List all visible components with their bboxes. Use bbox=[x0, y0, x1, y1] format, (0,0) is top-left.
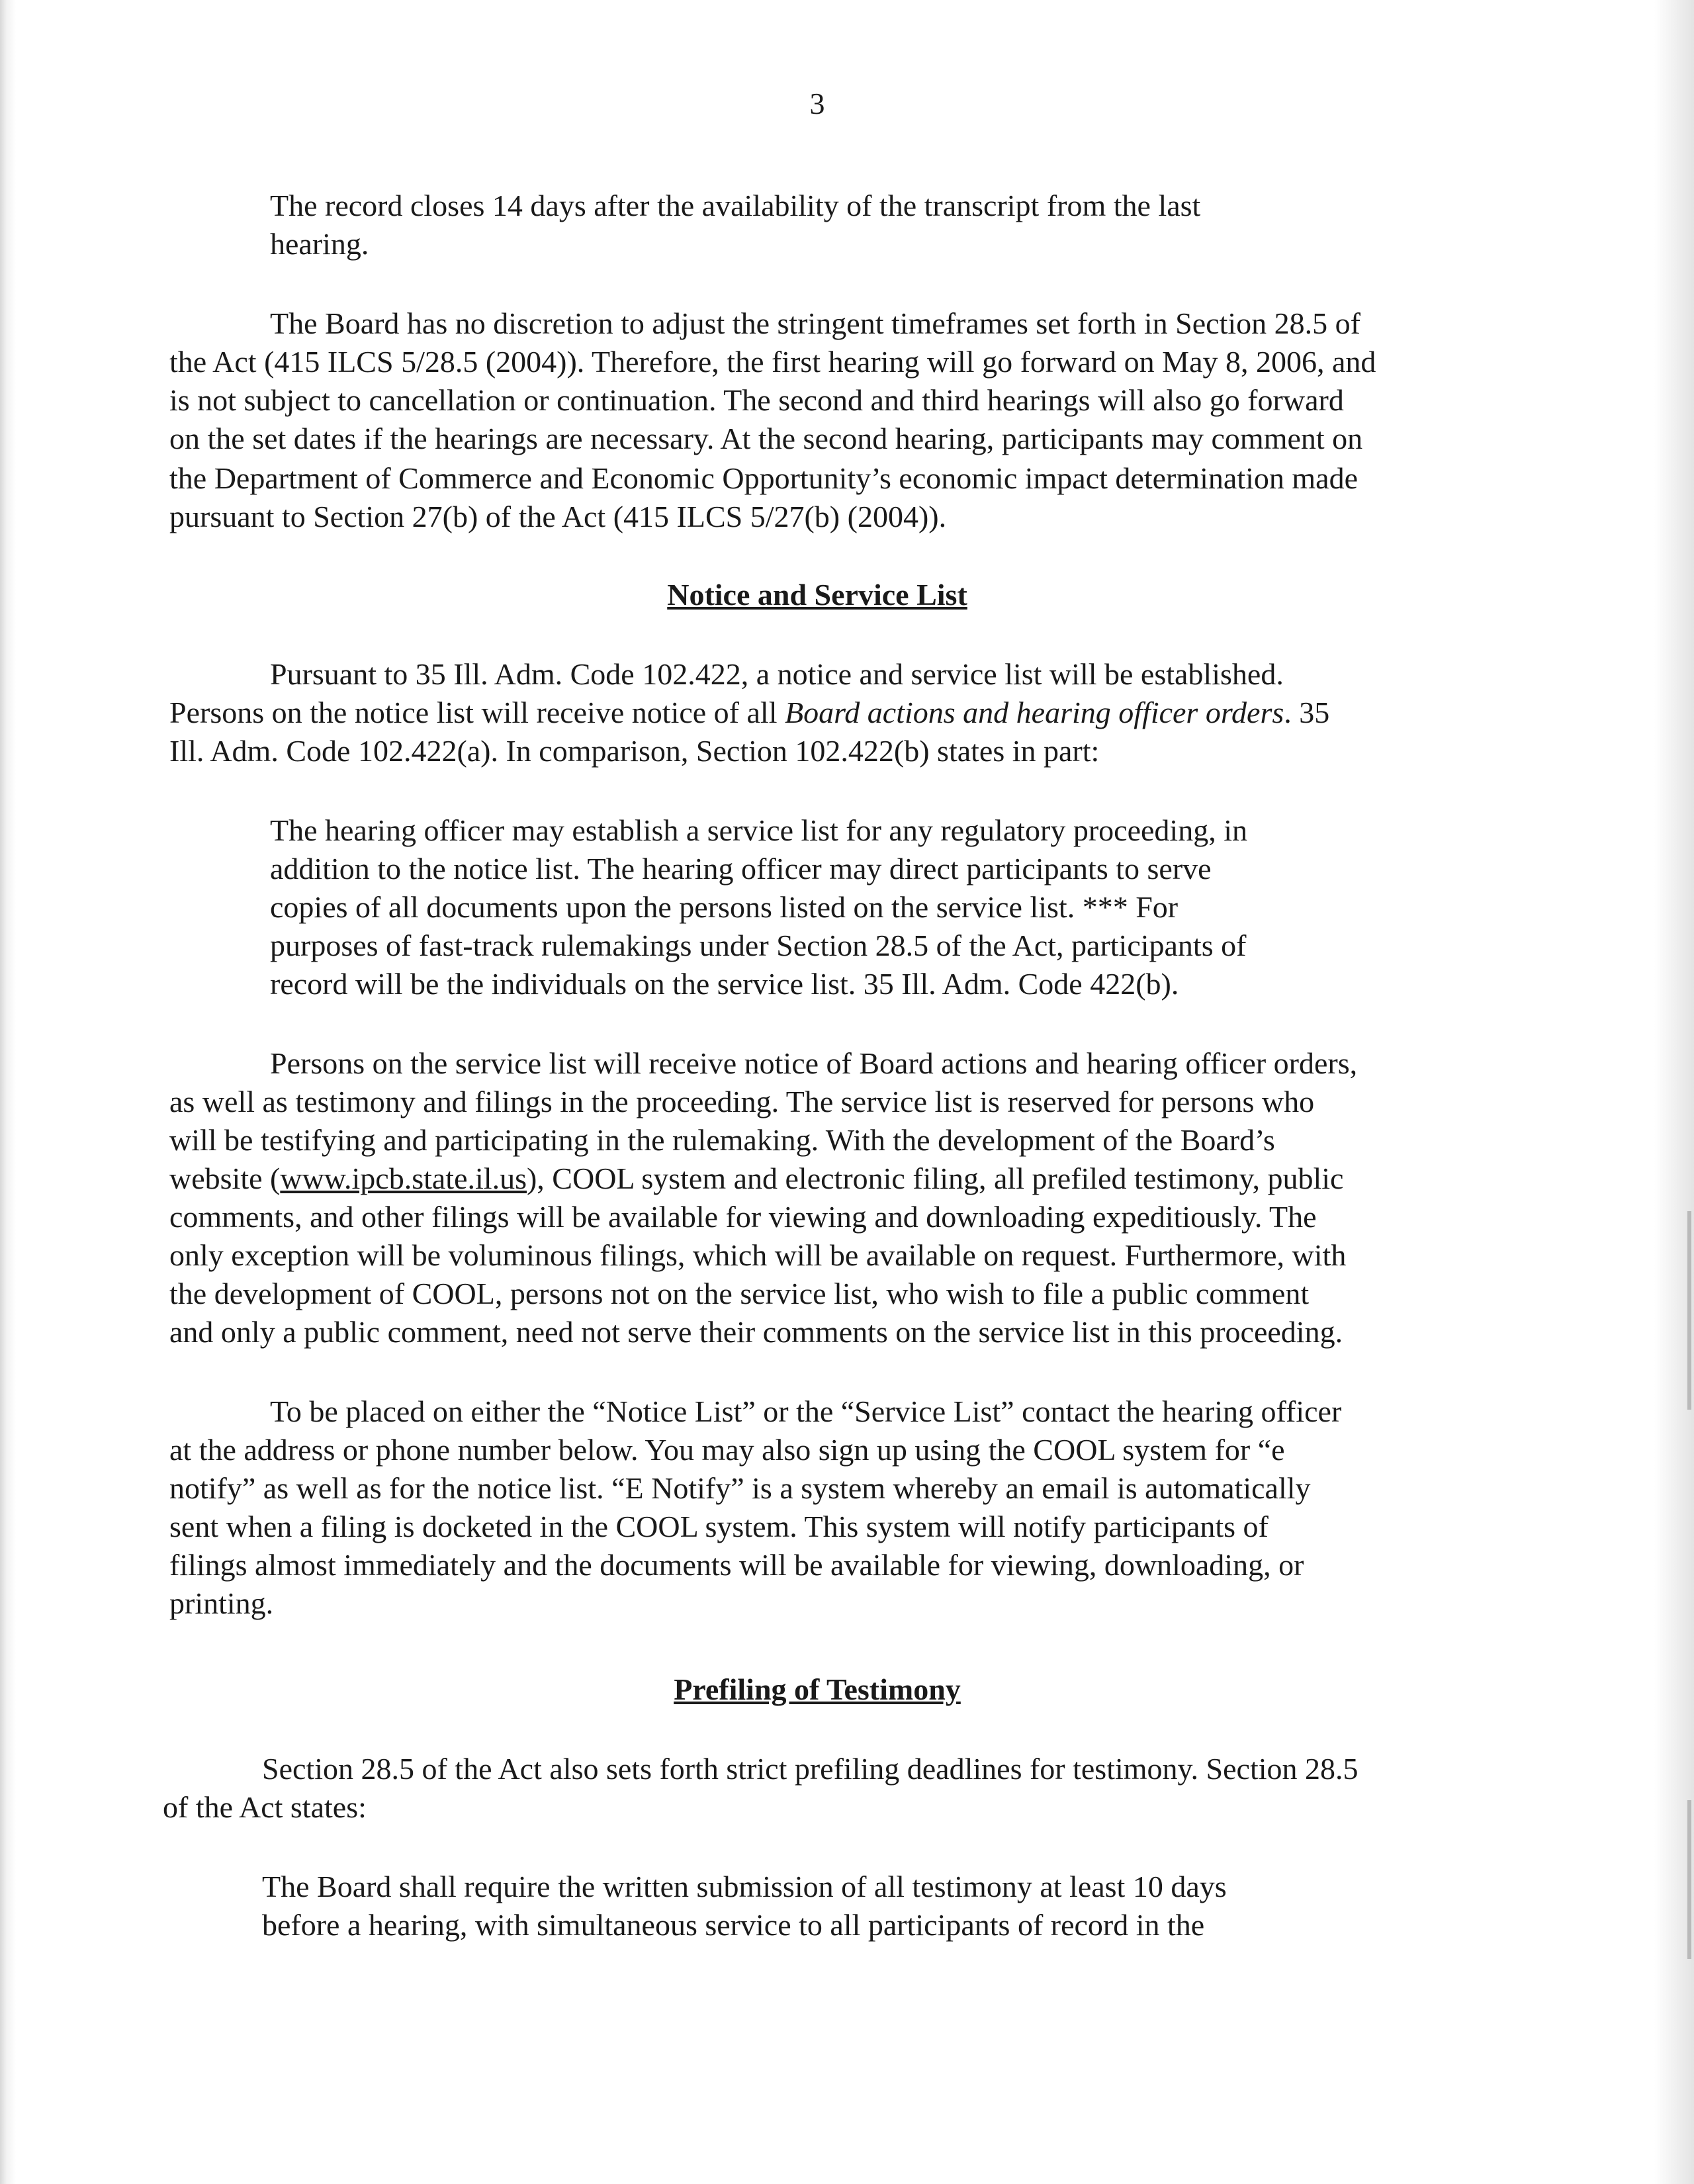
text-run: . 35 bbox=[1284, 696, 1330, 729]
paragraph-line: To be placed on either the “Notice List” or the “Service List” contact the hearing officer bbox=[270, 1394, 1342, 1428]
paragraph-line: only exception will be voluminous filings, which will be available on request. Furthermore, with bbox=[169, 1238, 1347, 1272]
quote-line: addition to the notice list. The hearing officer may direct participants to serve bbox=[270, 852, 1212, 886]
quote-line: The hearing officer may establish a service list for any regulatory proceeding, in bbox=[270, 813, 1247, 847]
paragraph-line: and only a public comment, need not serve their comments on the service list in this proceeding. bbox=[169, 1315, 1343, 1349]
quote-line: copies of all documents upon the persons listed on the service list. *** For bbox=[270, 890, 1179, 924]
paragraph-line bbox=[169, 1160, 1343, 1198]
paragraph-line bbox=[169, 694, 1329, 732]
paragraph-line: at the address or phone number below. You may also sign up using the COOL system for “e bbox=[169, 1433, 1285, 1467]
paragraph-line: Ill. Adm. Code 102.422(a). In comparison, Section 102.422(b) states in part: bbox=[169, 734, 1100, 768]
section-heading-prefiling: Prefiling of Testimony bbox=[674, 1672, 961, 1706]
quote-line: purposes of fast-track rulemakings under Section 28.5 of the Act, participants of bbox=[270, 929, 1247, 962]
text-run: ), COOL system and electronic filing, all prefiled testimony, public bbox=[526, 1161, 1344, 1195]
section-heading-notice: Notice and Service List bbox=[667, 578, 967, 612]
paragraph-line: the Department of Commerce and Economic Opportunity’s economic impact determination made bbox=[169, 461, 1358, 495]
paragraph-line: The Board has no discretion to adjust the stringent timeframes set forth in Section 28.5 of bbox=[270, 306, 1360, 340]
paragraph-line: hearing. bbox=[270, 227, 369, 261]
paragraph-line: filings almost immediately and the documents will be available for viewing, downloading, or bbox=[169, 1548, 1304, 1582]
paragraph-line: Section 28.5 of the Act also sets forth strict prefiling deadlines for testimony. Section 28.5 bbox=[262, 1752, 1359, 1786]
paragraph-line: of the Act states: bbox=[163, 1790, 367, 1824]
paragraph-line: the Act (415 ILCS 5/28.5 (2004)). Therefore, the first hearing will go forward on May 8, 2006, and bbox=[169, 345, 1376, 379]
paragraph-line: Pursuant to 35 Ill. Adm. Code 102.422, a notice and service list will be established. bbox=[270, 657, 1284, 691]
paragraph-line: will be testifying and participating in the rulemaking. With the development of the Board’s bbox=[169, 1123, 1275, 1157]
paragraph-line: notify” as well as for the notice list. “E Notify” is a system whereby an email is automatically bbox=[169, 1471, 1311, 1505]
paragraph-line: pursuant to Section 27(b) of the Act (415 ILCS 5/27(b) (2004)). bbox=[169, 500, 947, 533]
paragraph-line: sent when a filing is docketed in the COOL system. This system will notify participants of bbox=[169, 1510, 1269, 1543]
quote-line: record will be the individuals on the service list. 35 Ill. Adm. Code 422(b). bbox=[270, 967, 1179, 1001]
page-number: 3 bbox=[809, 87, 825, 120]
paragraph-line: as well as testimony and filings in the proceeding. The service list is reserved for persons who bbox=[169, 1085, 1315, 1118]
italic-text: Board actions and hearing officer orders bbox=[784, 696, 1284, 729]
paragraph-line: The record closes 14 days after the availability of the transcript from the last bbox=[270, 189, 1201, 222]
paragraph-line: comments, and other filings will be available for viewing and downloading expeditiously. The bbox=[169, 1200, 1317, 1234]
paragraph-line: printing. bbox=[169, 1586, 274, 1620]
paragraph-line: Persons on the service list will receive notice of Board actions and hearing officer orders, bbox=[270, 1046, 1358, 1080]
quote-line: before a hearing, with simultaneous service to all participants of record in the bbox=[262, 1908, 1205, 1942]
quote-line: The Board shall require the written submission of all testimony at least 10 days bbox=[262, 1870, 1227, 1903]
text-run: Persons on the notice list will receive notice of all bbox=[169, 696, 785, 729]
text-run: website ( bbox=[169, 1161, 281, 1195]
paragraph-line: the development of COOL, persons not on the service list, who wish to file a public comment bbox=[169, 1277, 1310, 1310]
paragraph-line: is not subject to cancellation or continuation. The second and third hearings will also go forward bbox=[169, 383, 1344, 417]
paragraph-line: on the set dates if the hearings are necessary. At the second hearing, participants may comment on bbox=[169, 422, 1363, 455]
website-link[interactable]: www.ipcb.state.il.us bbox=[280, 1161, 527, 1195]
